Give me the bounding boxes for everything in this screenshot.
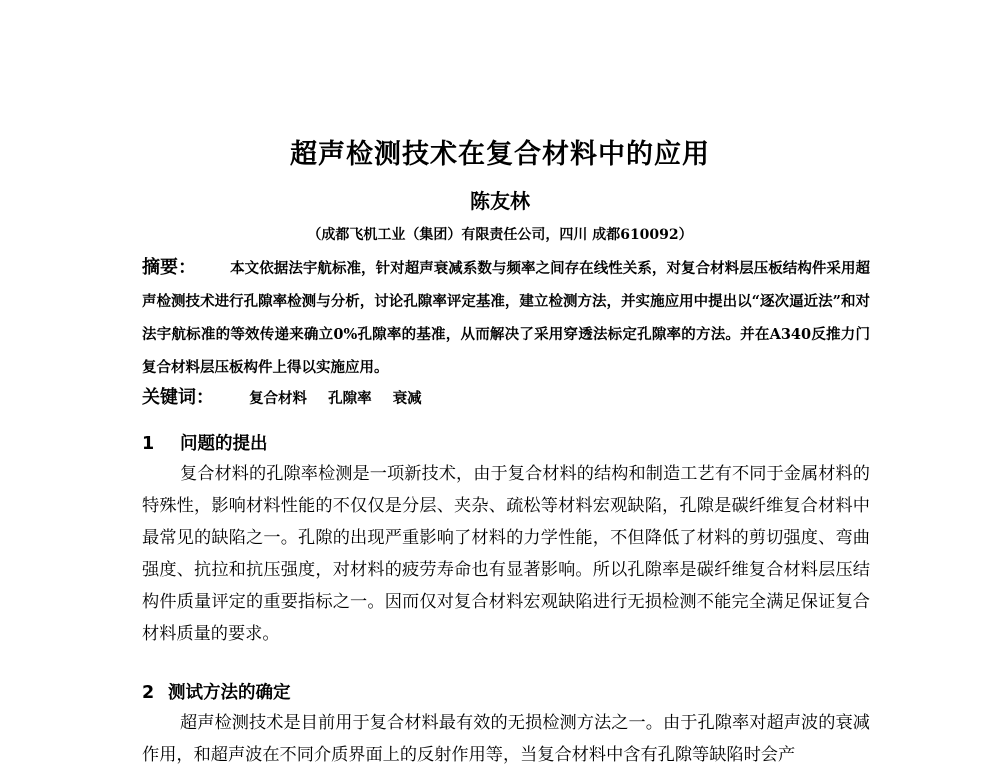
section-number: 2 (142, 683, 155, 703)
author-name: 陈友林 (470, 189, 530, 213)
author-affiliation: （成都飞机工业（集团）有限责任公司，四川 成都610092） (307, 227, 693, 243)
keyword: 复合材料 (249, 390, 308, 407)
section-paragraph: 复合材料的孔隙率检测是一项新技术，由于复合材料的结构和制造工艺有不同于金属材料的特殊性，影响材料性能的不仅仅是分层、夹杂、疏松等材料宏观缺陷，孔隙是碳纤维复合材料中最常见的缺陷之一。孔隙的出现严重影响了材料的力学性能，不但降低了材料的剪切强度、弯曲强度、抗拉和抗压强度，对材料的疲劳寿命也有显著影响。所以孔隙率是碳纤维复合材料层压结构件质量评定的重要指标之一。因而仅对复合材料宏观缺陷进行无损检测不能完全满足保证复合材料质量的要求。 (142, 464, 870, 644)
keyword: 衰减 (392, 390, 422, 407)
keywords-label: 关键词： (142, 387, 214, 408)
section-heading (142, 430, 268, 455)
section-number: 1 (142, 434, 155, 454)
abstract (142, 251, 870, 384)
section-title: 问题的提出 (180, 434, 268, 454)
abstract-text: 本文依据法宇航标准，针对超声衰减系数与频率之间存在线性关系，对复合材料层压板结构件采用超声检测技术进行孔隙率检测与分析，讨论孔隙率评定基准，建立检测方法，并实施应用中提出以“逐次逼近法”和对法宇航标准的等效传递来确立0%孔隙率的基准，从而解决了采用穿透法标定孔隙率的方法。并在A340反推力门复合材料层压板构件上得以实施应用。 (142, 260, 871, 376)
keywords (142, 386, 870, 411)
section-title: 测试方法的确定 (168, 683, 291, 703)
keyword: 孔隙率 (328, 390, 372, 407)
section-heading (142, 679, 291, 704)
section-paragraph: 超声检测技术是目前用于复合材料最有效的无损检测方法之一。由于孔隙率对超声波的衰减作用，和超声波在不同介质界面上的反射作用等，当复合材料中含有孔隙等缺陷时会产 (142, 713, 870, 765)
abstract-label: 摘要： (142, 257, 197, 278)
paper-title: 超声检测技术在复合材料中的应用 (290, 139, 710, 170)
